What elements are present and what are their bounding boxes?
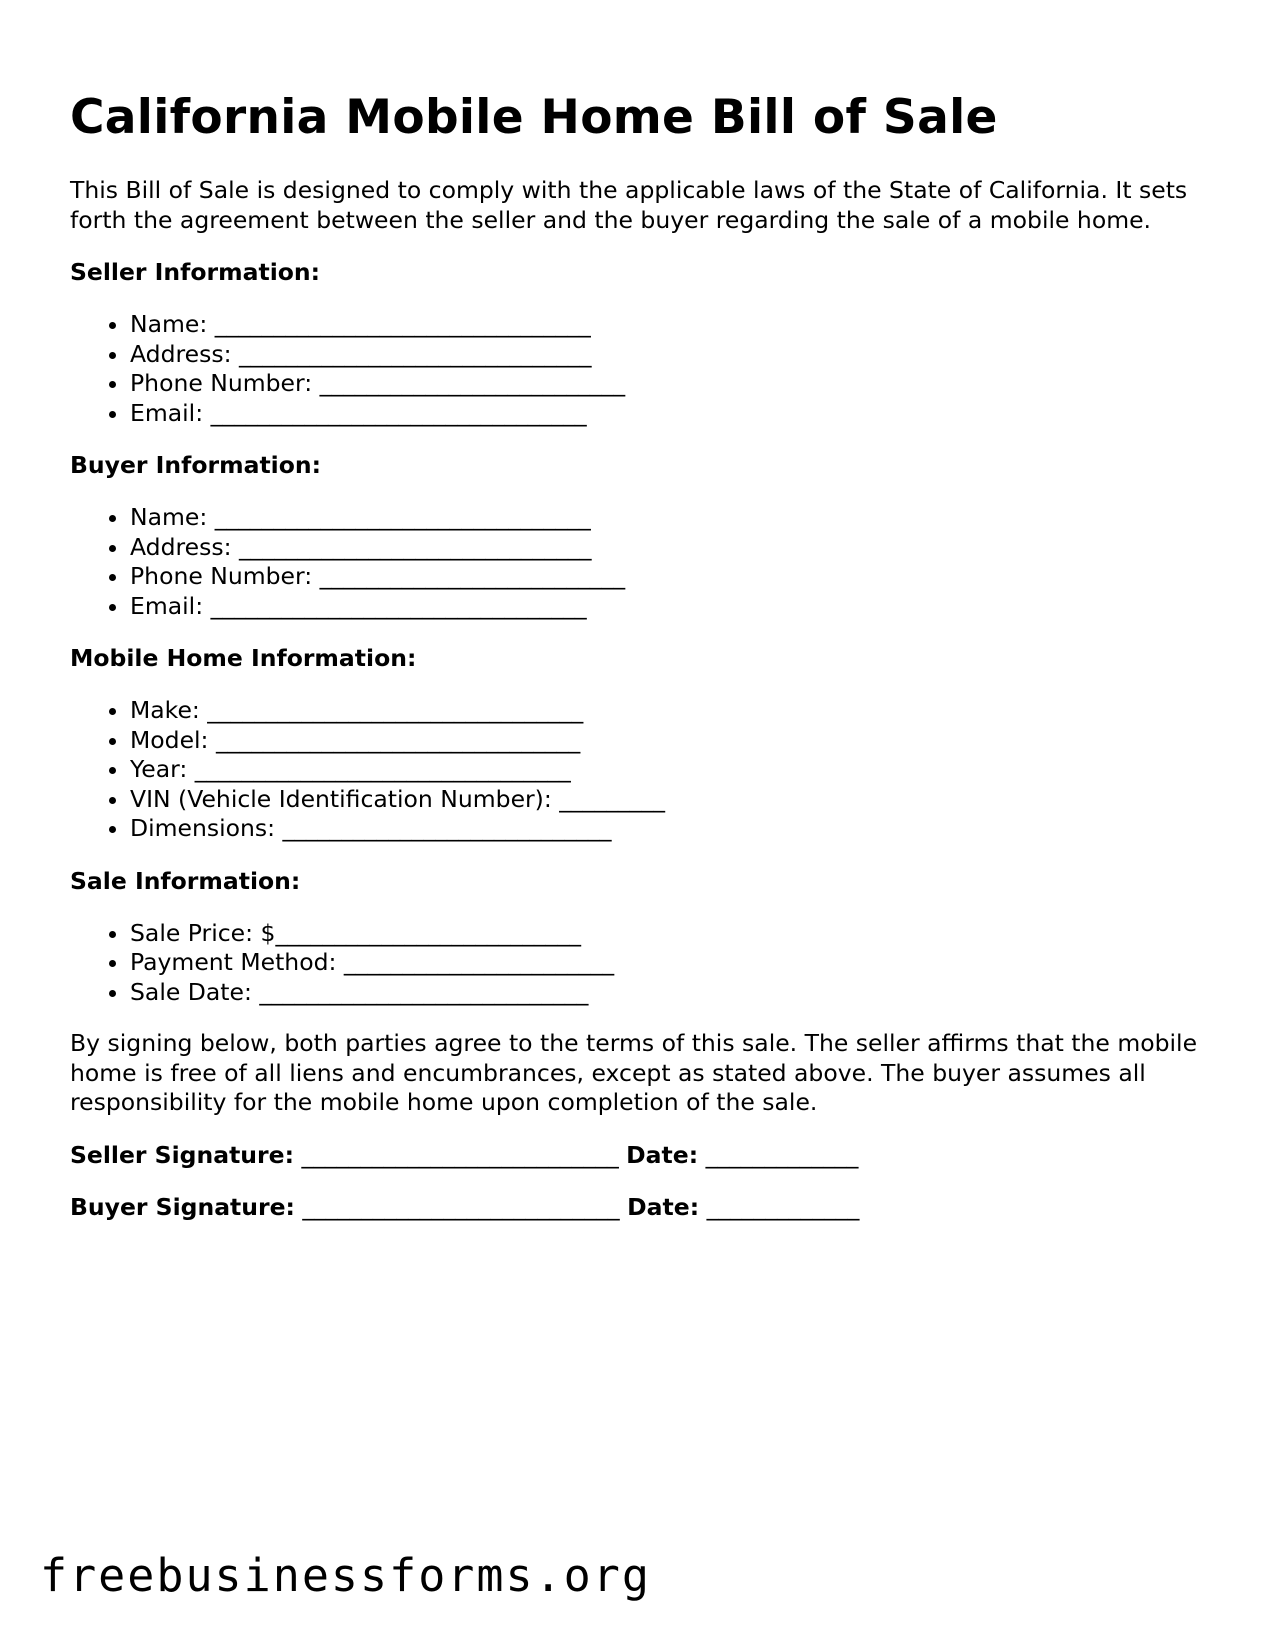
seller-signature-line bbox=[70, 1140, 1200, 1170]
seller-phone-field[interactable]: • Phone Number: __________________________ bbox=[130, 369, 1200, 399]
year-field[interactable]: • Year: ________________________________ bbox=[130, 755, 1200, 785]
mobile-home-section-heading: Mobile Home Information: bbox=[70, 644, 417, 672]
buyer-date-label: Date: bbox=[627, 1192, 700, 1221]
buyer-name-field[interactable]: • Name: ________________________________ bbox=[130, 503, 1200, 533]
seller-signature-label: Seller Signature: bbox=[70, 1140, 294, 1169]
buyer-address-field[interactable]: • Address: ______________________________ bbox=[130, 533, 1200, 563]
vin-field[interactable]: • VIN (Vehicle Identification Number): _________ bbox=[130, 785, 1200, 815]
document-title: California Mobile Home Bill of Sale bbox=[70, 90, 998, 145]
seller-fields-list bbox=[70, 310, 1200, 428]
buyer-email-field[interactable]: • Email: ________________________________ bbox=[130, 592, 1200, 622]
seller-email-field[interactable]: • Email: ________________________________ bbox=[130, 399, 1200, 429]
sale-date-field[interactable]: • Sale Date: ____________________________ bbox=[130, 978, 1200, 1008]
buyer-signature-blank[interactable]: ___________________________ bbox=[294, 1192, 628, 1221]
buyer-fields-list bbox=[70, 503, 1200, 621]
seller-date-label: Date: bbox=[626, 1140, 699, 1169]
buyer-section-heading: Buyer Information: bbox=[70, 451, 322, 479]
buyer-phone-field[interactable]: • Phone Number: __________________________ bbox=[130, 562, 1200, 592]
seller-signature-blank[interactable]: ___________________________ bbox=[293, 1140, 627, 1169]
buyer-signature-label: Buyer Signature: bbox=[70, 1192, 295, 1221]
buyer-date-blank[interactable]: _____________ bbox=[699, 1192, 860, 1221]
document-page bbox=[70, 84, 1200, 1222]
payment-method-field[interactable]: • Payment Method: _______________________ bbox=[130, 948, 1200, 978]
closing-paragraph: By signing below, both parties agree to the terms of this sale. The seller affirms that the mobile home is free of all liens and encumbrances, except as stated above. The buyer assumes all responsibility for the mobile home upon completion of the sale. bbox=[70, 1029, 1198, 1116]
seller-date-blank[interactable]: _____________ bbox=[698, 1140, 859, 1169]
mobile-home-fields-list bbox=[70, 696, 1200, 844]
model-field[interactable]: • Model: _______________________________ bbox=[130, 726, 1200, 756]
seller-name-field[interactable]: • Name: ________________________________ bbox=[130, 310, 1200, 340]
footer-watermark: freebusinessforms.org bbox=[40, 1549, 651, 1602]
dimensions-field[interactable]: • Dimensions: ____________________________ bbox=[130, 814, 1200, 844]
sale-fields-list bbox=[70, 919, 1200, 1008]
sale-section-heading: Sale Information: bbox=[70, 866, 301, 895]
sale-price-field[interactable]: • Sale Price: $__________________________ bbox=[130, 919, 1200, 949]
seller-section-heading: Seller Information: bbox=[70, 258, 321, 286]
intro-paragraph: This Bill of Sale is designed to comply with the applicable laws of the State of California. It sets forth the agreement between the seller and the buyer regarding the sale of a mobile home. bbox=[70, 176, 1188, 234]
make-field[interactable]: • Make: ________________________________ bbox=[130, 696, 1200, 726]
seller-address-field[interactable]: • Address: ______________________________ bbox=[130, 340, 1200, 370]
buyer-signature-line bbox=[70, 1192, 1200, 1222]
